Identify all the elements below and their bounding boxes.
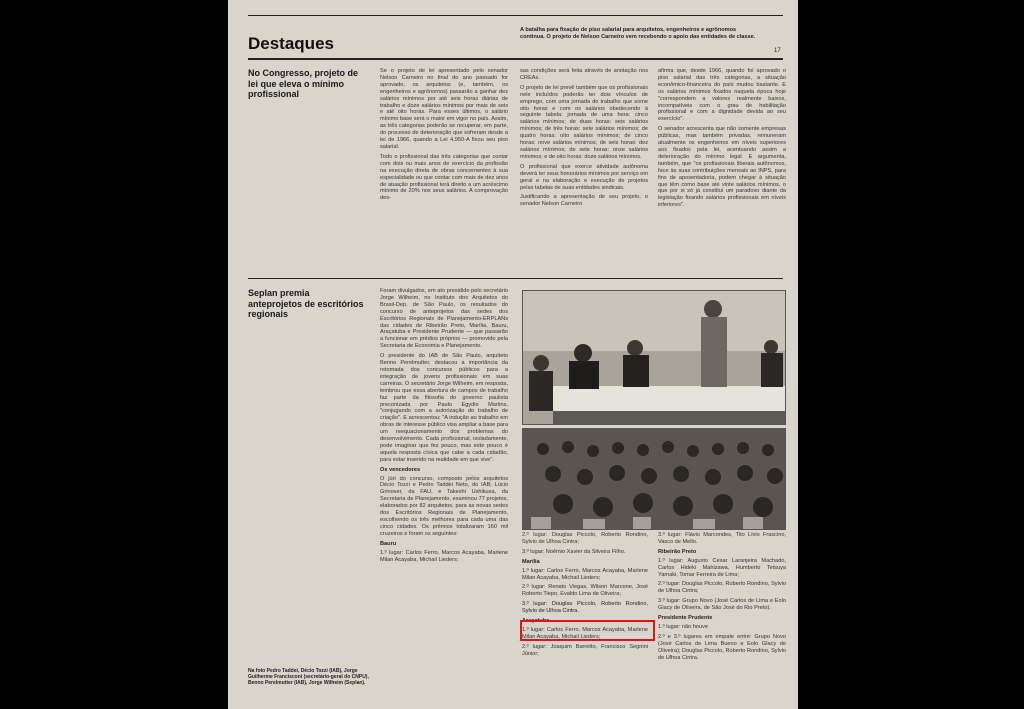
paragraph: 1.º lugar: Augusto Cesar Laranjeira Machado, Carlos Hideki Mahizawa, Humberto Tetsuya Yamaki, Tomar Ferreira de Lima; [658,557,786,578]
subhead-bauru: Bauru [380,540,397,547]
paragraph: sas condições será feita através de anotação nos CREAs. [520,68,648,81]
article2-col1 [380,288,508,663]
article1-col2 [520,68,648,268]
article2-col3 [658,532,786,692]
top-rule [248,15,783,16]
paragraph: Foram divulgados, em ato presidido pelo secretário Jorge Wilheim, no Instituto dos Arquitetos do Brasil-Dep. de São Paulo, os resultados do concurso de anteprojetos das sedes dos Escritórios Regionais de Planejamento-ERPLANs das cidades de Ribeirão Preto, Marília, Bauru, Araçatuba e Presidente Prudente — que passarão a funcionar em prédios próprios — promovido pela Secretaria de Economia e Planejamento. [380,288,508,350]
meeting-photo-image [523,291,785,424]
header-deck: A batalha para fixação de piso salarial para arquitetos, engenheiros e agrônomos continua. O projeto de Nelson Carneiro vem recebendo o apoio das entidades de classe. [520,27,756,40]
paragraph: O júri do concurso, composto pelos arquitetos Décio Tozzi e Pedro Taddei Neto, do IAB; Lúcio Grinover, da FAU, e Takeshi Ushikusa, da Secretaria de Planejamento, examinou 77 projetos, elaborados por 82 arquitetos, para as novas sedes dos Escritórios Regionais de Planejamento, escolhendo os três melhores para cada uma das cinco cidades. Os prêmios totalizaram 160 mil cruzeiros e foram os seguintes: [380,475,508,537]
subhead-ribeirao: Ribeirão Preto [658,548,697,555]
paragraph: Justificando a apresentação de seu projeto, o senador Nelson Carneiro [520,194,648,208]
photo-caption: Na foto Pedro Taddei, Décio Tozzi (IAB), Jorge Guilherme Francisconi (secretário-geral do CNPU), Benno Perelmutter (IAB), Jorge Wilheim (Seplan). [248,668,369,687]
paragraph: 2.º e 3.º lugares em empate entre: Grupo Novo (José Carlos de Lima Bueno e Eolo Glacy de Oliveira); Douglas Piccolo, Roberto Rondino, Sylvio de Ulhoa Cintra. [658,633,786,661]
article2-col2 [522,532,648,692]
article1-col1 [380,68,508,268]
paragraph: 2.º lugar: Renato Viegas, Wilson Marcone, José Roberto Tiepo, Evaldo Lima de Oliveira; [522,584,648,598]
paragraph: O profissional que exerce atividade autônoma deverá ter seus honorários mínimos por serviço em geral e na elaboração e execução de projetos pelas tabelas de suas entidades sindicais. [520,163,648,191]
paragraph: 3.º lugar: Grupo Novo (José Carlos de Lima e Eolo Glacy de Oliveira, de São José do Rio Preto). [658,598,786,612]
paragraph: 1.º lugar: Carlos Ferro, Marcos Acayaba, Marlene Milan Acayaba, Michail Lieders; [522,567,648,581]
paragraph: 2.º lugar: Douglas Piccolo, Roberto Rondino, Sylvio de Ulhoa Cintra; [658,581,786,595]
paragraph: O projeto de lei prevê também que os profissionais nele incluídos poderão ter dois vínculos de emprego, com uma jornada de trabalho que some oito horas e com os salários obedecendo à seguinte tabela: jornada de uma hora: cinco salários mínimos; de duas horas: seis salários mínimos; de três horas: sete salários mínimos; de quatro horas: oito salários mínimos; de cinco horas: nove salários mínimos; de seis horas: dez salários mínimos; de sete horas: onze salários mínimos; e de oito horas: doze salários mínimos. [520,84,648,160]
paragraph: O senador acrescenta que não somente empresas públicas, mas também privadas, remuneram atualmente os engenheiros em níveis superiores aos fixados pela lei, acentuando assim a deterioração do mínimo legal. E argumenta, também, que "os profissionais liberais autônomos, face às suas contribuições mensais ao INPS, para fins de aposentadoria, podem chegar à situação que têm como base até vinte salários mínimos, o que por si só já constitui um paradoxo diante da legislação fixando salários profissionais em níveis inferiores". [658,126,786,209]
paragraph: 1.º lugar: não houve [658,623,708,630]
subhead-aracatuba: Araçatuba [522,618,550,625]
article1-kicker: No Congresso, projeto de lei que eleva o mínimo profissional [248,68,359,99]
paragraph: 2.º lugar: Douglas Piccolo, Roberto Rondino, Sylvio de Ulhoa Cintra; [522,532,648,545]
header-rule [248,58,783,60]
paragraph: 1.º lugar: Carlos Ferro, Marcos Acayaba, Marlene Milan Acayaba, Michail Lieders; [380,549,508,563]
paragraph: 3.º lugar: Flávio Marcondes, Tito Lívio Frascino, Vasco de Mello. [658,532,786,545]
paragraph: Todo o profissional das três categorias que contar com dois ou mais anos de exercício da profissão na execução direta de obras concernentes à sua especialidade ou que contar com mais de dez anos de atuação profissional terá direito a um acréscimo mínimo de 20% nos seus salários. A comprovação des- [380,153,508,202]
newspaper-page [228,0,798,709]
audience-photo [522,428,786,530]
paragraph: 3.º lugar: Noêmio Xavier da Silveira Filho. [522,548,626,555]
paragraph: 2.º lugar: Joaquim Barretto, Francisco Segnini Júnior; [522,643,648,657]
article2-kicker: Seplan premia anteprojetos de escritórios regionais [248,288,364,319]
section-title: Destaques [248,34,334,53]
article1-col3 [658,68,786,268]
highlight-box [520,620,655,641]
subhead-marilia: Marília [522,558,540,565]
subhead-vencedores: Os vencedores [380,466,421,473]
subhead-prudente: Presidente Prudente [658,615,713,622]
highlighted-entry: 3.º lugar: Douglas Piccolo, Roberto Rondino, Sylvio de Ulhoa Cintra. [522,601,648,615]
paragraph: 1.º lugar: Carlos Ferro, Marcos Acayaba, Marlene Milan Acayaba, Michail Lieders; [522,626,648,640]
meeting-photo [522,290,786,425]
section-divider [248,278,783,279]
paragraph: afirma que, desde 1966, quando foi aprovado o piso salarial das três categorias, a situação econômico-financeira do país mudou bastante. E os salários mínimos fixados naquela época hoje "correspondem a valores realmente baixos, incompatíveis com o grau de habilitação profissional e com a dignidade devida ao seu exercício". [658,68,786,123]
paragraph: Se o projeto de lei apresentado pelo senador Nelson Carneiro no final do ano passado for aprovado, os arquitetos (e, também, os engenheiros e agrônomos) passarão a ganhar dez salários mínimos por até seis horas diárias de trabalho e doze salários mínimos por mais de seis e até oito horas. Para esses últimos, o salário mínimo base será o maior em vigor no país. Assim, as três categorias poderão se recuperar, em parte, do processo de deterioração que sofreram desde a lei de 1966, quando a Lei 4.950-A fixou seu piso salarial. [380,68,508,150]
paragraph: O presidente do IAB de São Paulo, arquiteto Benno Perelmutter, destacou a importância da retomada dos concursos públicos para a integração de jovens profissionais em suas carreiras. O secretário Jorge Wilheim, em resposta, lembrou que essa abertura de campos de trabalho faz parte da filosofia do governo paulista preconizada por Paulo Egydio Martins, "conjugando com a autorização do trabalho de criação". E acrescentou: "A indução ao trabalho em obras de interesse público visa ampliar a base para um reequacionamento dos problemas do desenvolvimento. Cada profissional, isoladamente, pode imaginar que fez pouco, mas este pouco é aquela resposta cívica que cabe a cada cidadão, para estar inserido na realidade em que vive". [380,353,508,463]
page-number: 17 [774,48,781,54]
audience-photo-image [523,429,785,529]
